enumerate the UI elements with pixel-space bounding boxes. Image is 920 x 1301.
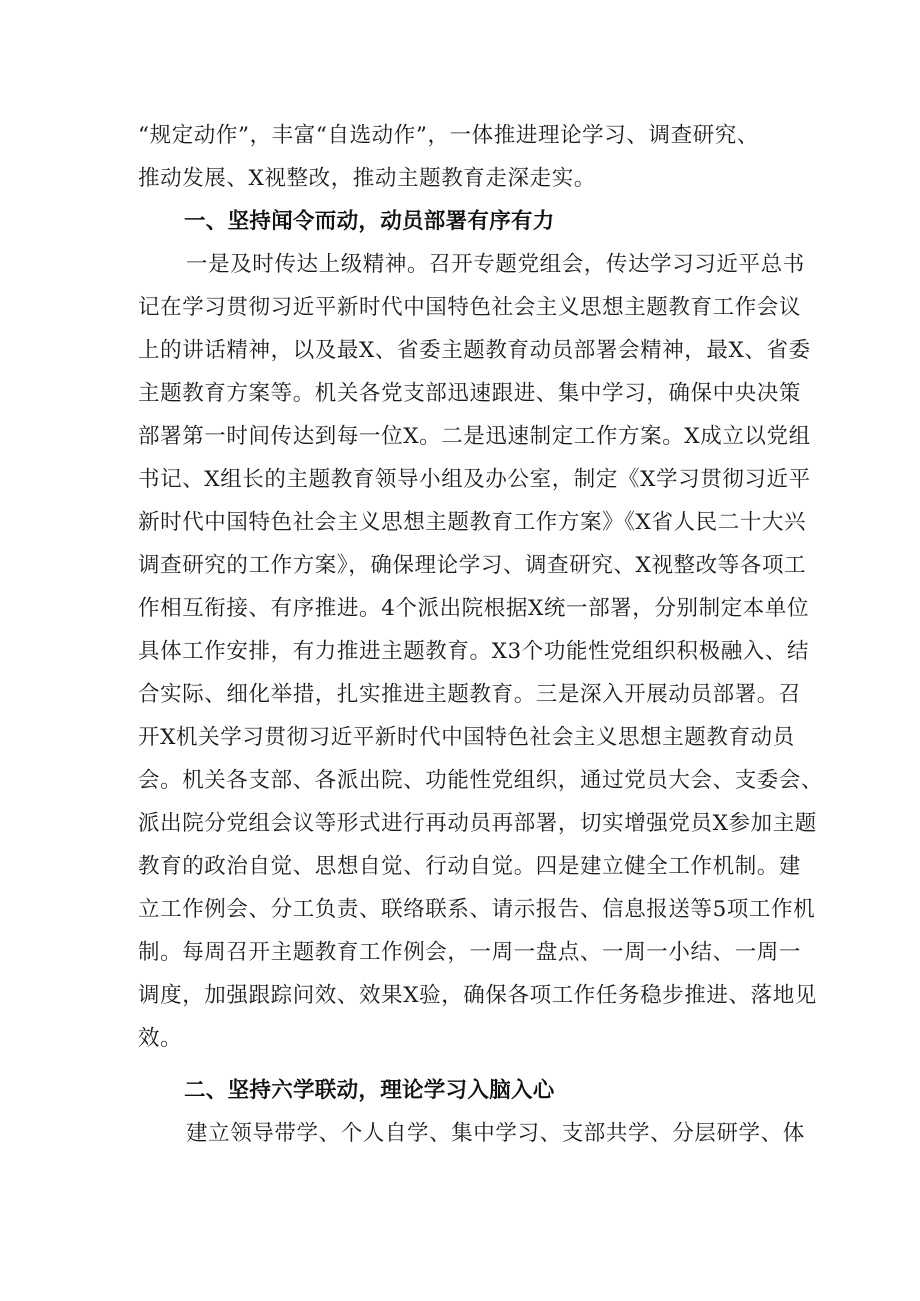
paragraph-line: 部署第一时间传达到每一位X。二是迅速制定工作方案。X成立以党组: [138, 424, 811, 449]
paragraph-line: 会。机关各支部、各派出院、功能性党组织，通过党员大会、支委会、: [138, 768, 824, 793]
paragraph-line: 记在学习贯彻习近平新时代中国特色社会主义思想主题教育工作会议: [138, 295, 802, 320]
paragraph-line: 一是及时传达上级精神。召开专题党组会，传达学习习近平总书: [186, 252, 805, 277]
paragraph-line: 书记、X组长的主题教育领导小组及办公室，制定《X学习贯彻习近平: [138, 467, 811, 492]
paragraph-line: 派出院分党组会议等形式进行再动员再部署，切实增强党员X参加主题: [138, 811, 817, 836]
paragraph-line: 调度，加强跟踪问效、效果X验，确保各项工作任务稳步推进、落地见: [138, 983, 817, 1008]
paragraph-line: 主题教育方案等。机关各党支部迅速跟进、集中学习，确保中央决策: [138, 381, 802, 406]
paragraph-line: 教育的政治自觉、思想自觉、行动自觉。四是建立健全工作机制。建: [138, 854, 802, 879]
section-heading-2: 二、坚持六学联动，理论学习入脑入心: [184, 1078, 555, 1103]
paragraph-line: 建立领导带学、个人自学、集中学习、支部共学、分层研学、体: [186, 1121, 805, 1146]
section-heading-1: 一、坚持闻令而动，动员部署有序有力: [184, 209, 555, 234]
paragraph-line: 推动发展、X视整改，推动主题教育走深走实。: [138, 166, 596, 191]
paragraph-line: 调查研究的工作方案》，确保理论学习、调查研究、X视整改等各项工: [138, 553, 807, 578]
paragraph-line: 具体工作安排，有力推进主题教育。X3个功能性党组织积极融入、结: [138, 639, 810, 664]
paragraph-line: 立工作例会、分工负责、联络联系、请示报告、信息报送等5项工作机: [138, 897, 816, 922]
paragraph-line: 作相互衔接、有序推进。4个派出院根据X统一部署，分别制定本单位: [138, 596, 810, 621]
paragraph-line: 上的讲话精神，以及最X、省委主题教育动员部署会精神，最X、省委: [138, 338, 811, 363]
paragraph-line: 开X机关学习贯彻习近平新时代中国特色社会主义思想主题教育动员: [138, 725, 795, 750]
paragraph-line: 合实际、细化举措，扎实推进主题教育。三是深入开展动员部署。召: [138, 682, 802, 707]
paragraph-line: 制。每周召开主题教育工作例会，一周一盘点、一周一小结、一周一: [138, 940, 802, 965]
paragraph-line: 新时代中国特色社会主义思想主题教育工作方案》《X省人民二十大兴: [138, 510, 807, 535]
paragraph-line: “规定动作”，丰富“自选动作”，一体推进理论学习、调查研究、: [138, 123, 759, 148]
paragraph-line: 效。: [138, 1026, 183, 1051]
